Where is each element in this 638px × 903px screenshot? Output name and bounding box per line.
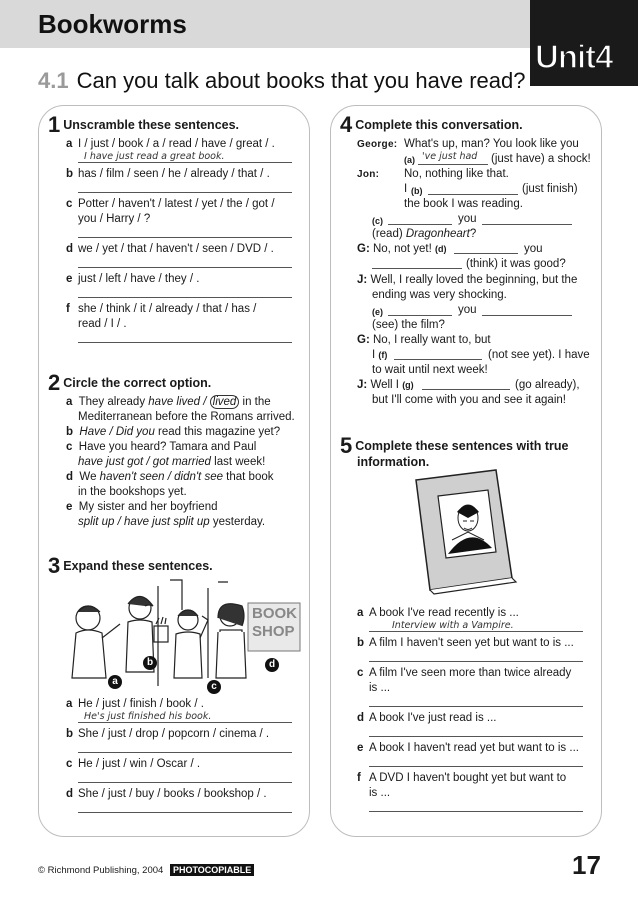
s2-item-a-cont: Mediterranean before the Romans arrived. <box>78 411 295 423</box>
blank-label-b: (b) <box>411 186 423 196</box>
figure-tag: c <box>207 680 221 694</box>
item-prompt: has / film / seen / he / already / that / . <box>78 168 270 180</box>
item-letter: e <box>357 742 364 754</box>
item-prompt: She / just / buy / books / bookshop / . <box>78 788 267 800</box>
option[interactable]: split up / have just split up <box>78 516 210 528</box>
item-letter: c <box>66 198 73 210</box>
conv-line-12: you <box>458 304 477 316</box>
conv-line-4c: (just finish) <box>522 183 578 195</box>
blank-label-e: (e) <box>372 307 383 317</box>
blank-c2[interactable] <box>482 224 572 225</box>
s2-item-d: d We haven't seen / didn't see that book <box>66 471 274 483</box>
answer-line[interactable] <box>78 782 292 783</box>
speaker-george-short: G: <box>357 334 370 346</box>
answer-line[interactable] <box>369 811 583 812</box>
conv-line-15a <box>372 348 387 363</box>
answer-line[interactable] <box>369 706 583 707</box>
page-title: Bookworms <box>38 9 187 39</box>
bookshop-sign-line2: SHOP <box>252 623 295 640</box>
s2-item-d-cont: in the bookshops yet. <box>78 486 187 498</box>
conv-line-8 <box>357 242 447 257</box>
answer-line[interactable] <box>369 766 583 767</box>
conv-line-11: ending was very shocking. <box>372 289 507 301</box>
s2-item-a: a They already have lived / lived in the <box>66 396 271 408</box>
bookshop-sign-line1: BOOK <box>252 605 297 622</box>
section-4-heading <box>340 112 523 138</box>
conv-line-10 <box>357 273 577 288</box>
section-number: 3 <box>48 553 61 578</box>
section-number: 2 <box>48 370 61 395</box>
answer-line[interactable] <box>369 736 583 737</box>
conv-line-6: you <box>458 213 477 225</box>
page-number: 17 <box>572 850 601 880</box>
conv-line-13: (see) the film? <box>372 319 445 331</box>
answer-line[interactable] <box>78 342 292 343</box>
section-2-heading <box>48 370 211 396</box>
lesson-number: 4.1 <box>38 68 69 93</box>
answer-line[interactable] <box>78 192 292 193</box>
section-number: 1 <box>48 112 61 137</box>
speaker-george: George: <box>357 139 398 150</box>
item-letter: c <box>66 758 73 770</box>
item-prompt: is ... <box>369 682 391 694</box>
vampire-book-illustration <box>408 466 520 596</box>
item-prompt: A book I've read recently is ... <box>369 607 519 619</box>
conv-line-17 <box>357 378 414 393</box>
option[interactable]: haven't seen / didn't see <box>99 471 223 483</box>
conv-line-2: (just have) a shock! <box>491 153 591 165</box>
item-prompt: A book I haven't read yet but want to is ... <box>369 742 579 754</box>
section-title: Expand these sentences. <box>63 559 213 573</box>
item-prompt: Potter / haven't / latest / yet / the / got / <box>78 198 275 210</box>
s2-item-b: b Have / Did you read this magazine yet? <box>66 426 281 438</box>
text: read this magazine yet? <box>154 426 281 438</box>
item-letter: a <box>66 698 73 710</box>
s2-item-e-cont <box>78 515 265 530</box>
s2-item-e: e My sister and her boyfriend <box>66 501 218 513</box>
answer-line[interactable] <box>369 631 583 632</box>
answer-line[interactable] <box>369 661 583 662</box>
conv-line-15c: (not see yet). I have <box>488 349 590 361</box>
section-1-heading <box>48 112 239 138</box>
option[interactable]: have just got / got married <box>78 456 211 468</box>
item-prompt: He / just / win / Oscar / . <box>78 758 201 770</box>
item-letter: b <box>357 637 365 649</box>
unit-label: Unit4 <box>535 38 613 75</box>
item-prompt: just / left / have / they / . <box>78 273 200 285</box>
item-letter: c <box>357 667 364 679</box>
item-letter: b <box>66 728 74 740</box>
item-prompt: A film I've seen more than twice already <box>369 667 572 679</box>
item-letter: f <box>357 772 361 784</box>
text: Well I <box>370 379 403 391</box>
answer-line[interactable] <box>78 722 292 723</box>
figure-tag: b <box>143 656 157 670</box>
circled-answer[interactable]: lived <box>210 395 240 409</box>
item-prompt: A DVD I haven't bought yet but want to <box>369 772 567 784</box>
text: They already <box>78 396 149 408</box>
text: Have you heard? Tamara and Paul <box>78 441 257 453</box>
figure-tag: d <box>265 658 279 672</box>
section-3-heading <box>48 553 213 579</box>
conv-line-9: (think) it was good? <box>466 258 566 270</box>
item-prompt: A book I've just read is ... <box>369 712 497 724</box>
blank-e2[interactable] <box>482 315 572 316</box>
text: My sister and her boyfriend <box>78 501 218 513</box>
item-letter: e <box>66 273 73 285</box>
text: last week! <box>210 456 266 468</box>
book-title: Dragonheart <box>405 228 470 240</box>
item-letter: b <box>66 168 74 180</box>
text: No, I really want to, but <box>372 334 491 346</box>
item-prompt: She / just / drop / popcorn / cinema / . <box>78 728 270 740</box>
handwritten-answer: Interview with a Vampire. <box>392 620 514 631</box>
blank-label-f: (f) <box>378 350 388 360</box>
blank-c[interactable] <box>388 224 452 225</box>
section-title: Complete this conversation. <box>355 118 523 132</box>
section-title: Circle the correct option. <box>63 376 212 390</box>
answer-line[interactable] <box>78 267 292 268</box>
s2-item-c: c Have you heard? Tamara and Paul <box>66 441 257 453</box>
conv-line-4a: I <box>404 183 408 195</box>
section-title: Unscramble these sentences. <box>63 118 240 132</box>
item-prompt: you / Harry / ? <box>78 213 151 225</box>
figure-tag: a <box>108 675 122 689</box>
item-prompt: A film I haven't seen yet but want to is ... <box>369 637 574 649</box>
conv-line-1: What's up, man? You look like you <box>404 138 579 150</box>
conv-line-7 <box>372 227 476 242</box>
blank-f[interactable] <box>394 359 482 360</box>
blank-label-a: (a) <box>404 155 415 165</box>
lesson-question: Can you talk about books that you have read? <box>76 68 526 93</box>
text: that book <box>222 471 274 483</box>
blank-label-g: (g) <box>402 380 414 390</box>
blank-e[interactable] <box>388 315 452 316</box>
blank-b[interactable] <box>428 194 518 195</box>
section-number: 5 <box>340 433 353 458</box>
text: No, not yet! <box>372 243 435 255</box>
copyright: © Richmond Publishing, 2004 <box>38 865 164 876</box>
text: Well, I really loved the beginning, but the <box>370 274 578 286</box>
option[interactable]: Have / Did you <box>79 426 155 438</box>
text: ? <box>469 228 477 240</box>
footer <box>38 865 254 876</box>
item-prompt: we / yet / that / haven't / seen / DVD / . <box>78 243 274 255</box>
handwritten-answer: He's just finished his book. <box>84 711 212 722</box>
text: (read) <box>372 228 406 240</box>
section-title: Complete these sentences with true <box>355 439 569 453</box>
item-letter: d <box>66 788 74 800</box>
item-prompt: she / think / it / already / that / has / <box>78 303 257 315</box>
photocopiable-badge: PHOTOCOPIABLE <box>170 864 254 876</box>
speaker-jon-short: J: <box>357 379 368 391</box>
blank-label-c: (c) <box>372 216 383 226</box>
text: We <box>79 471 100 483</box>
blank-label-d: (d) <box>435 244 447 254</box>
answer-line[interactable] <box>78 812 292 813</box>
answer-line[interactable] <box>78 237 292 238</box>
conv-line-17c: (go already), <box>515 379 580 391</box>
conv-line-18: but I'll come with you and see it again! <box>372 394 566 406</box>
lesson-title <box>38 68 525 94</box>
speaker-jon-short: J: <box>357 274 368 286</box>
item-prompt: He / just / finish / book / . <box>78 698 204 710</box>
item-letter: a <box>66 138 73 150</box>
conv-line-8c: you <box>524 243 543 255</box>
text: I <box>372 349 379 361</box>
item-prompt: is ... <box>369 787 391 799</box>
blank-a[interactable] <box>418 164 488 165</box>
handwritten-answer: I have just read a great book. <box>84 151 225 162</box>
conv-line-3: No, nothing like that. <box>404 168 509 180</box>
speaker-jon: Jon: <box>357 169 380 180</box>
answer-line[interactable] <box>78 752 292 753</box>
item-letter: a <box>357 607 364 619</box>
item-letter: f <box>66 303 70 315</box>
item-letter: d <box>66 243 74 255</box>
section-number: 4 <box>340 112 353 137</box>
blank-g[interactable] <box>422 389 510 390</box>
conv-line-16: to wait until next week! <box>372 364 488 376</box>
answer-line[interactable] <box>78 162 292 163</box>
item-prompt: I / just / book / a / read / have / great / . <box>78 138 275 150</box>
s2-item-c-cont <box>78 455 265 470</box>
blank-d2[interactable] <box>372 268 462 269</box>
text: yesterday. <box>209 516 266 528</box>
answer-a: 've just had <box>422 151 478 162</box>
option: have lived / <box>148 396 210 408</box>
text: in the <box>239 396 271 408</box>
item-letter: d <box>357 712 365 724</box>
answer-line[interactable] <box>78 297 292 298</box>
speaker-george-short: G: <box>357 243 370 255</box>
item-prompt: read / I / . <box>78 318 127 330</box>
blank-d[interactable] <box>454 253 518 254</box>
conv-line-5: the book I was reading. <box>404 198 523 210</box>
section-5-heading-cont: information. <box>357 455 430 469</box>
conv-line-14 <box>357 333 491 348</box>
